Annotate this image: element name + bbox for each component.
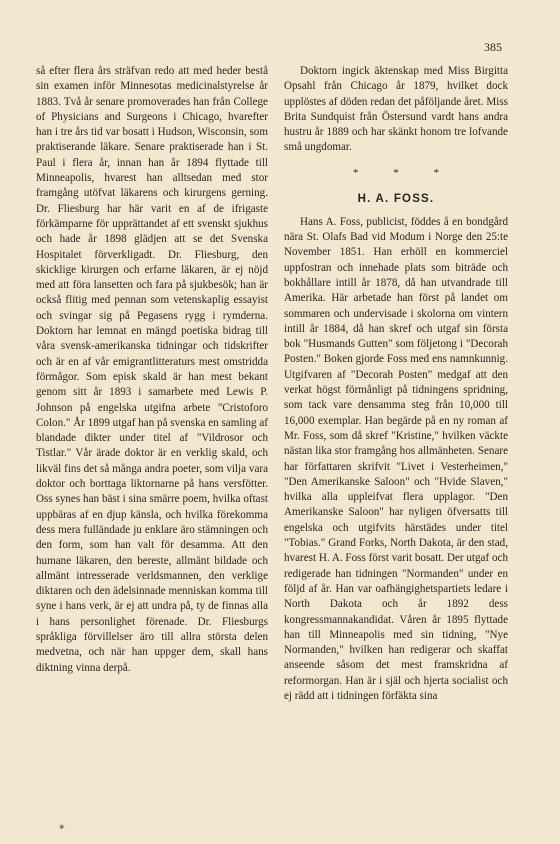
ink-smudge-mark: ✶ xyxy=(58,822,66,832)
right-column xyxy=(284,64,508,704)
biography-paragraph-fliesburg: så efter flera års sträfvan redo att med heder bestå sin examen inför Minnesotas medicinalstyrelse år 1883. Två år senare promoverades han från College of Physicians and Surgeons i Chicago, hvarefter han i tre års tid var bosatt i Hudson, Wisconsin, som praktiserande läkare. Senare praktiserade han i St. Paul i flera år, innan han år 1894 flyttade till Minneapolis, hvarest han alltsedan med stor framgång utöfvat läkarens och kirurgens gerning. Dr. Fliesburg har här varit en af de ifrigaste förkämparne för upprättandet af ett svenskt sjukhus och hade år 1898 glädjen att se det Svenska Hospitalet förverkligadt. Dr. Fliesburg, den skicklige kirurgen och erfarne läkaren, är ej nöjd med att föra lansetten och fara på sjukbesök; han är också flitig med pennan som vetenskaplig essayist och svingar sig på Pegasens rygg i rymderna. Doktorn har lemnat en mängd poetiska bidrag till våra svensk-amerikanska tidningar och tidskrifter och är en af vår emigrantlitteraturs mest omstridda förmågor. Som episk skald är han mest bekant genom sitt år 1893 i samarbete med Lewis P. Johnson på engelska utgifna arbete "Cristoforo Colon." År 1899 utgaf han på svenska en samling af blandade dikter under titel af "Vildrosor och Tistlar." Vår ärade doktor är en verklig skald, och likväl fins det så många andra poeter, som vilja vara doktor och borttaga liktornarne på hans versfötter. Oss synes han bäst i sina smärre poem, hvilka oftast uppbäras af en djup känsla, och hvilka förekomma dess mera fulländade ju enklare äro stämningen och den form, som han valt för desamma. Att den humane läkaren, den bereste, allmänt bildade och allmänt intresserade verldsmannen, den verklige diktaren och den ädelsinnade menniskan komma till syne i hans verk, är ej att undra på, ty de finnas alla i hans personlighet förenade. Dr. Fliesburgs språkliga förvillelser äro till allra största delen medvetna, och när han uppger dem, skall hans diktning vinna derpå. xyxy=(36,65,268,674)
section-heading: H. A. FOSS. xyxy=(357,192,435,205)
left-column xyxy=(36,64,268,676)
marriage-paragraph: Doktorn ingick äktenskap med Miss Birgitta Opsahl från Chicago år 1879, hvilket dock upplöstes af döden redan det påföljande året. Miss Brita Sundquist från Östersund vardt hans andra hustru år 1889 och har skänkt honom tre lofvande små ungdomar. xyxy=(284,65,508,154)
section-separator: * * * xyxy=(353,166,455,179)
biography-paragraph-foss: Hans A. Foss, publicist, föddes å en bondgård nära St. Olafs Bad vid Modum i Norge den 25:te November 1851. Han erhöll en kommerciel uppfostran och innehade plats som biträde och bokhållare intill år 1878, då han utvandrade till Amerika. Här arbetade han först på landet om sommaren och undervisade i skolorna om vintern intill år 1884, då han skref och utgaf sin första bok "Husmands Gutten" som följetong i "Decorah Posten." Boken gjorde Foss med ens namnkunnig. Utgifvaren af "Decorah Posten" medgaf att den verkat högst förmånligt på tidningens spridning, som tack vare densamma steg från 10,000 till 16,000 exemplar. Han begärde på en ny roman af Mr. Foss, som då skref "Kristine," hvilken väckte nästan lika stor framgång hos allmänheten. Senare har författaren skrifvit "Livet i Vesterheimen," "Den Amerikanske Saloon" och "Hvide Slaven," hvilka alla uppleifvat flera upplagor. "Den Amerikanske Saloon" har nyligen öfversatts till engelska och utgifvits härstädes under titel "Tobias." Grand Forks, North Dakota, är den stad, hvarest H. A. Foss först varit bosatt. Der utgaf och redigerade han tidningen "Normanden" under en följd af år. Han var oafhängighetspartiets ledare i North Dakota och år 1892 dess kongressmannakandidat. Våren år 1895 flyttade han till Minneapolis med sin tidning, "Nye Normanden," hvilken han redigerar och skaffat anseende såsom det mest framskridna af reformorgan. Han är i själ och hjerta socialist och ej rädd att i tidningen förfäkta sina xyxy=(284,215,508,702)
page-number: 385 xyxy=(484,40,502,54)
